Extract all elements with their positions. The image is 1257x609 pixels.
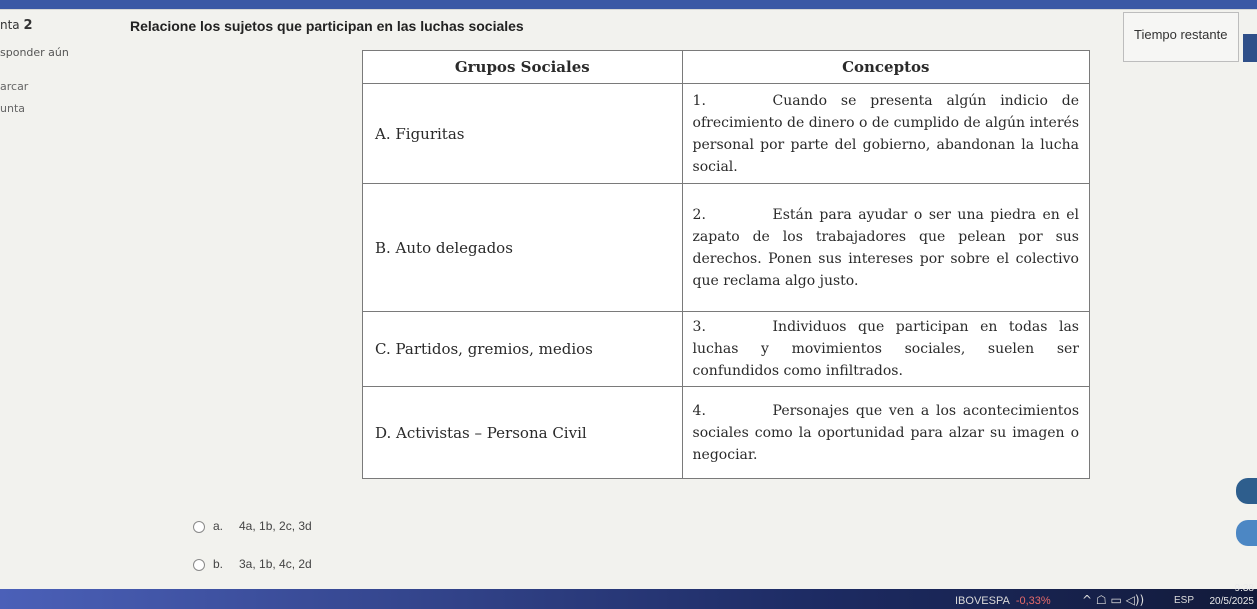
question-info-panel (0, 0, 110, 140)
option-a[interactable] (193, 518, 393, 536)
concept-cell (682, 312, 1089, 387)
top-bar (0, 0, 1257, 9)
concept-cell (682, 184, 1089, 312)
timer-box (1123, 12, 1239, 62)
concept-cell (682, 387, 1089, 479)
concept-number: 1. (692, 92, 706, 109)
option-letter: b. (213, 557, 224, 571)
option-letter: a. (213, 519, 224, 533)
table-row (363, 184, 1090, 312)
option-b[interactable] (193, 556, 393, 574)
concept-number: 3. (692, 319, 706, 335)
group-cell: D. Activistas – Persona Civil (363, 387, 683, 479)
taskbar (0, 589, 1257, 609)
table-header-row (363, 51, 1090, 84)
group-cell: B. Auto delegados (363, 184, 683, 312)
answer-status: sponder aún (0, 46, 69, 59)
concept-cell (682, 84, 1089, 184)
question-label (0, 18, 33, 33)
concept-text: Personajes que ven a los acontecimientos sociales como la oportunidad para alzar su imagen o negociar. (692, 402, 1079, 463)
group-cell: C. Partidos, gremios, medios (363, 312, 683, 387)
side-widget-tab[interactable] (1236, 478, 1257, 504)
header-concepts: Conceptos (682, 51, 1089, 84)
question-number: 2 (23, 18, 33, 33)
timer-side-tab[interactable] (1243, 34, 1257, 62)
table-row (363, 84, 1090, 184)
flag-question-link[interactable]: unta (0, 102, 25, 115)
header-groups: Grupos Sociales (363, 51, 683, 84)
question-label-text: nta (0, 18, 20, 32)
radio-button[interactable] (193, 559, 205, 571)
question-text: Relacione los sujetos que participan en las luchas sociales (130, 18, 524, 34)
table-row (363, 387, 1090, 479)
mark-label[interactable]: arcar (0, 80, 29, 93)
radio-button[interactable] (193, 521, 205, 533)
side-widget-tab[interactable] (1236, 520, 1257, 546)
stock-ticker[interactable] (955, 595, 1051, 607)
concept-number: 4. (692, 402, 706, 419)
concept-text: Individuos que participan en todas las luchas y movimientos sociales, suelen ser confundidos como infiltrados. (692, 319, 1079, 379)
top-divider (0, 9, 1257, 10)
clock-time[interactable]: 9:38 (1234, 583, 1254, 594)
subjects-table (362, 50, 1090, 479)
language-indicator[interactable]: ESP (1174, 595, 1195, 606)
ticker-value: -0,33% (1015, 595, 1051, 607)
group-cell: A. Figuritas (363, 84, 683, 184)
concept-text: Cuando se presenta algún indicio de ofrecimiento de dinero o de cumplido de algún interés personal por parte del gobierno, abandonan la lucha social. (692, 92, 1080, 175)
option-text: 3a, 1b, 4c, 2d (239, 557, 312, 571)
clock-date[interactable]: 20/5/2025 (1209, 596, 1254, 607)
option-text: 4a, 1b, 2c, 3d (239, 519, 312, 533)
subjects-table-container (362, 50, 1090, 470)
tray-icons[interactable]: ^ ☖ ▭ ◁)) (1082, 593, 1145, 607)
concept-text: Están para ayudar o ser una piedra en el zapato de los trabajadores que pelean por sus derechos. Ponen sus intereses por sobre el colectivo que reclama algo justo. (692, 206, 1079, 289)
concept-number: 2. (692, 206, 706, 223)
table-row (363, 312, 1090, 387)
timer-label: Tiempo restante (1134, 27, 1228, 42)
ticker-name: IBOVESPA (955, 595, 1010, 607)
